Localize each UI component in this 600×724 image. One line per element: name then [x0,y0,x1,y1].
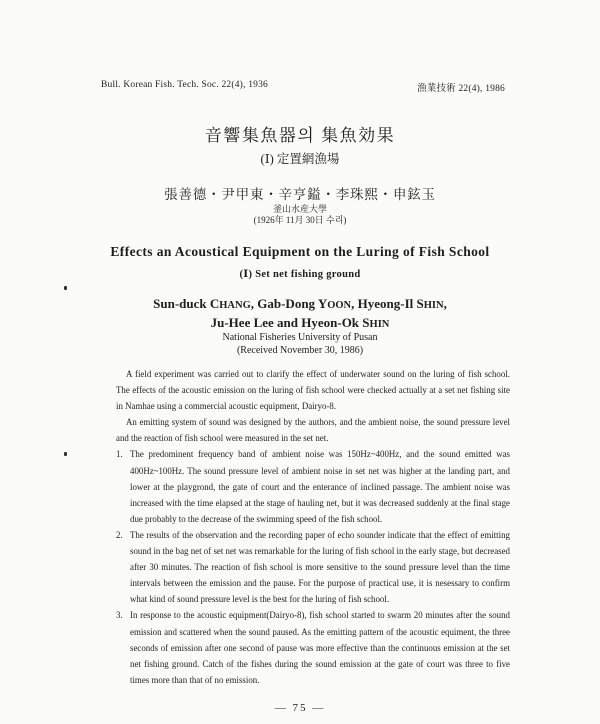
findings-list [116,446,510,687]
korean-received-date: (1926年 11月 30日 수리) [253,215,347,225]
korean-subtitle: (Ⅰ) 定置網漁場 [260,152,340,166]
english-subtitle: (Ⅰ) Set net fishing ground [239,269,361,280]
english-authors-line2: Ju-Hee Lee and Hyeon-Ok SHIN [210,315,390,330]
list-item-number: 2. [116,529,123,540]
list-item [116,446,510,526]
list-item-text: In response to the acoustic equipment(Dairyo-8), fish school started to swarm 20 minutes after the sound emission and scattered when the sound paused. As the emitting pattern of the acoustic equiment, the three seconds of emission after one second of pause was more effective than the continuous emission at the set net fishing ground. Catch of the fishes during the sound emission at the gate of court was three to five times more than that of no emission. [130,610,510,685]
author-surname: SHIN [416,296,444,311]
page-number: — 75 — [274,702,326,714]
korean-title: 音響集魚器의 集魚効果 [204,126,396,145]
english-title: Effects an Acoustical Equipment on the Luring of Fish School [110,244,490,259]
scan-speck [64,452,67,456]
author-surname: SHIN [362,315,390,330]
korean-authors: 張善德・尹甲東・辛亨鎰・李珠熙・申鉉玉 [164,187,436,202]
list-item-text: The results of the observation and the recording paper of echo sounder indicate that the effect of emitting sound in the bag net of set net was remarkable for the luring of fish school in the early stage, but decreased after 30 minutes. The reaction of fish school is more sensitive to the sound pressure level than the time intervals between the emission and the pause. For the purpose of practical use, it is nesessary to confirm what kind of sound pressure level is the best for the luring of fish school. [130,529,510,605]
abstract [116,366,510,688]
journal-citation: Bull. Korean Fish. Tech. Soc. 22(4), 1936 [101,80,268,90]
author-surname: YOON [317,296,352,311]
abstract-paragraph: A field experiment was carried out to clarify the effect of underwater sound on the luring of fish school. The effects of the acoustic emission on the luring of fish school were checked actually at a set net fishing site in Namhae using a commercial acoustic equipment, Dairyo-8. [116,369,510,412]
list-item [116,607,510,687]
korean-affiliation: 釜山水産大學 [272,204,327,214]
author-surname: CHANG [209,296,251,311]
journal-citation-native: 漁業技術 22(4), 1986 [417,84,505,94]
list-item-number: 1. [116,449,123,460]
english-affiliation: National Fisheries University of Pusan [222,332,378,343]
english-received-date: (Received November 30, 1986) [236,345,364,356]
abstract-paragraph: An emitting system of sound was designed by the authors, and the ambient noise, the sound pressure level and the reaction of fish school were measured in the set net. [116,417,510,444]
english-authors-line1: Sun-duck CHANG, Gab-Dong YOON, Hyeong-Il SHIN, [153,296,447,311]
list-item-number: 3. [116,610,123,621]
scan-speck [64,286,67,290]
list-item-text: The predominent frequency band of ambient noise was 150Hz~400Hz, and the sound emitted was 400Hz~100Hz. The sound pressure level of ambient noise in set net was higher at the landing part, and lower at the playgrond, the gate of court and the enterance of inclined passage. The ambient noise was increased with the time elapsed at the stage of hauling net, but it was decreased suddenly at the final stage due probably to the decrease of the swimming speed of the fish school. [130,449,510,524]
list-item [116,527,510,607]
